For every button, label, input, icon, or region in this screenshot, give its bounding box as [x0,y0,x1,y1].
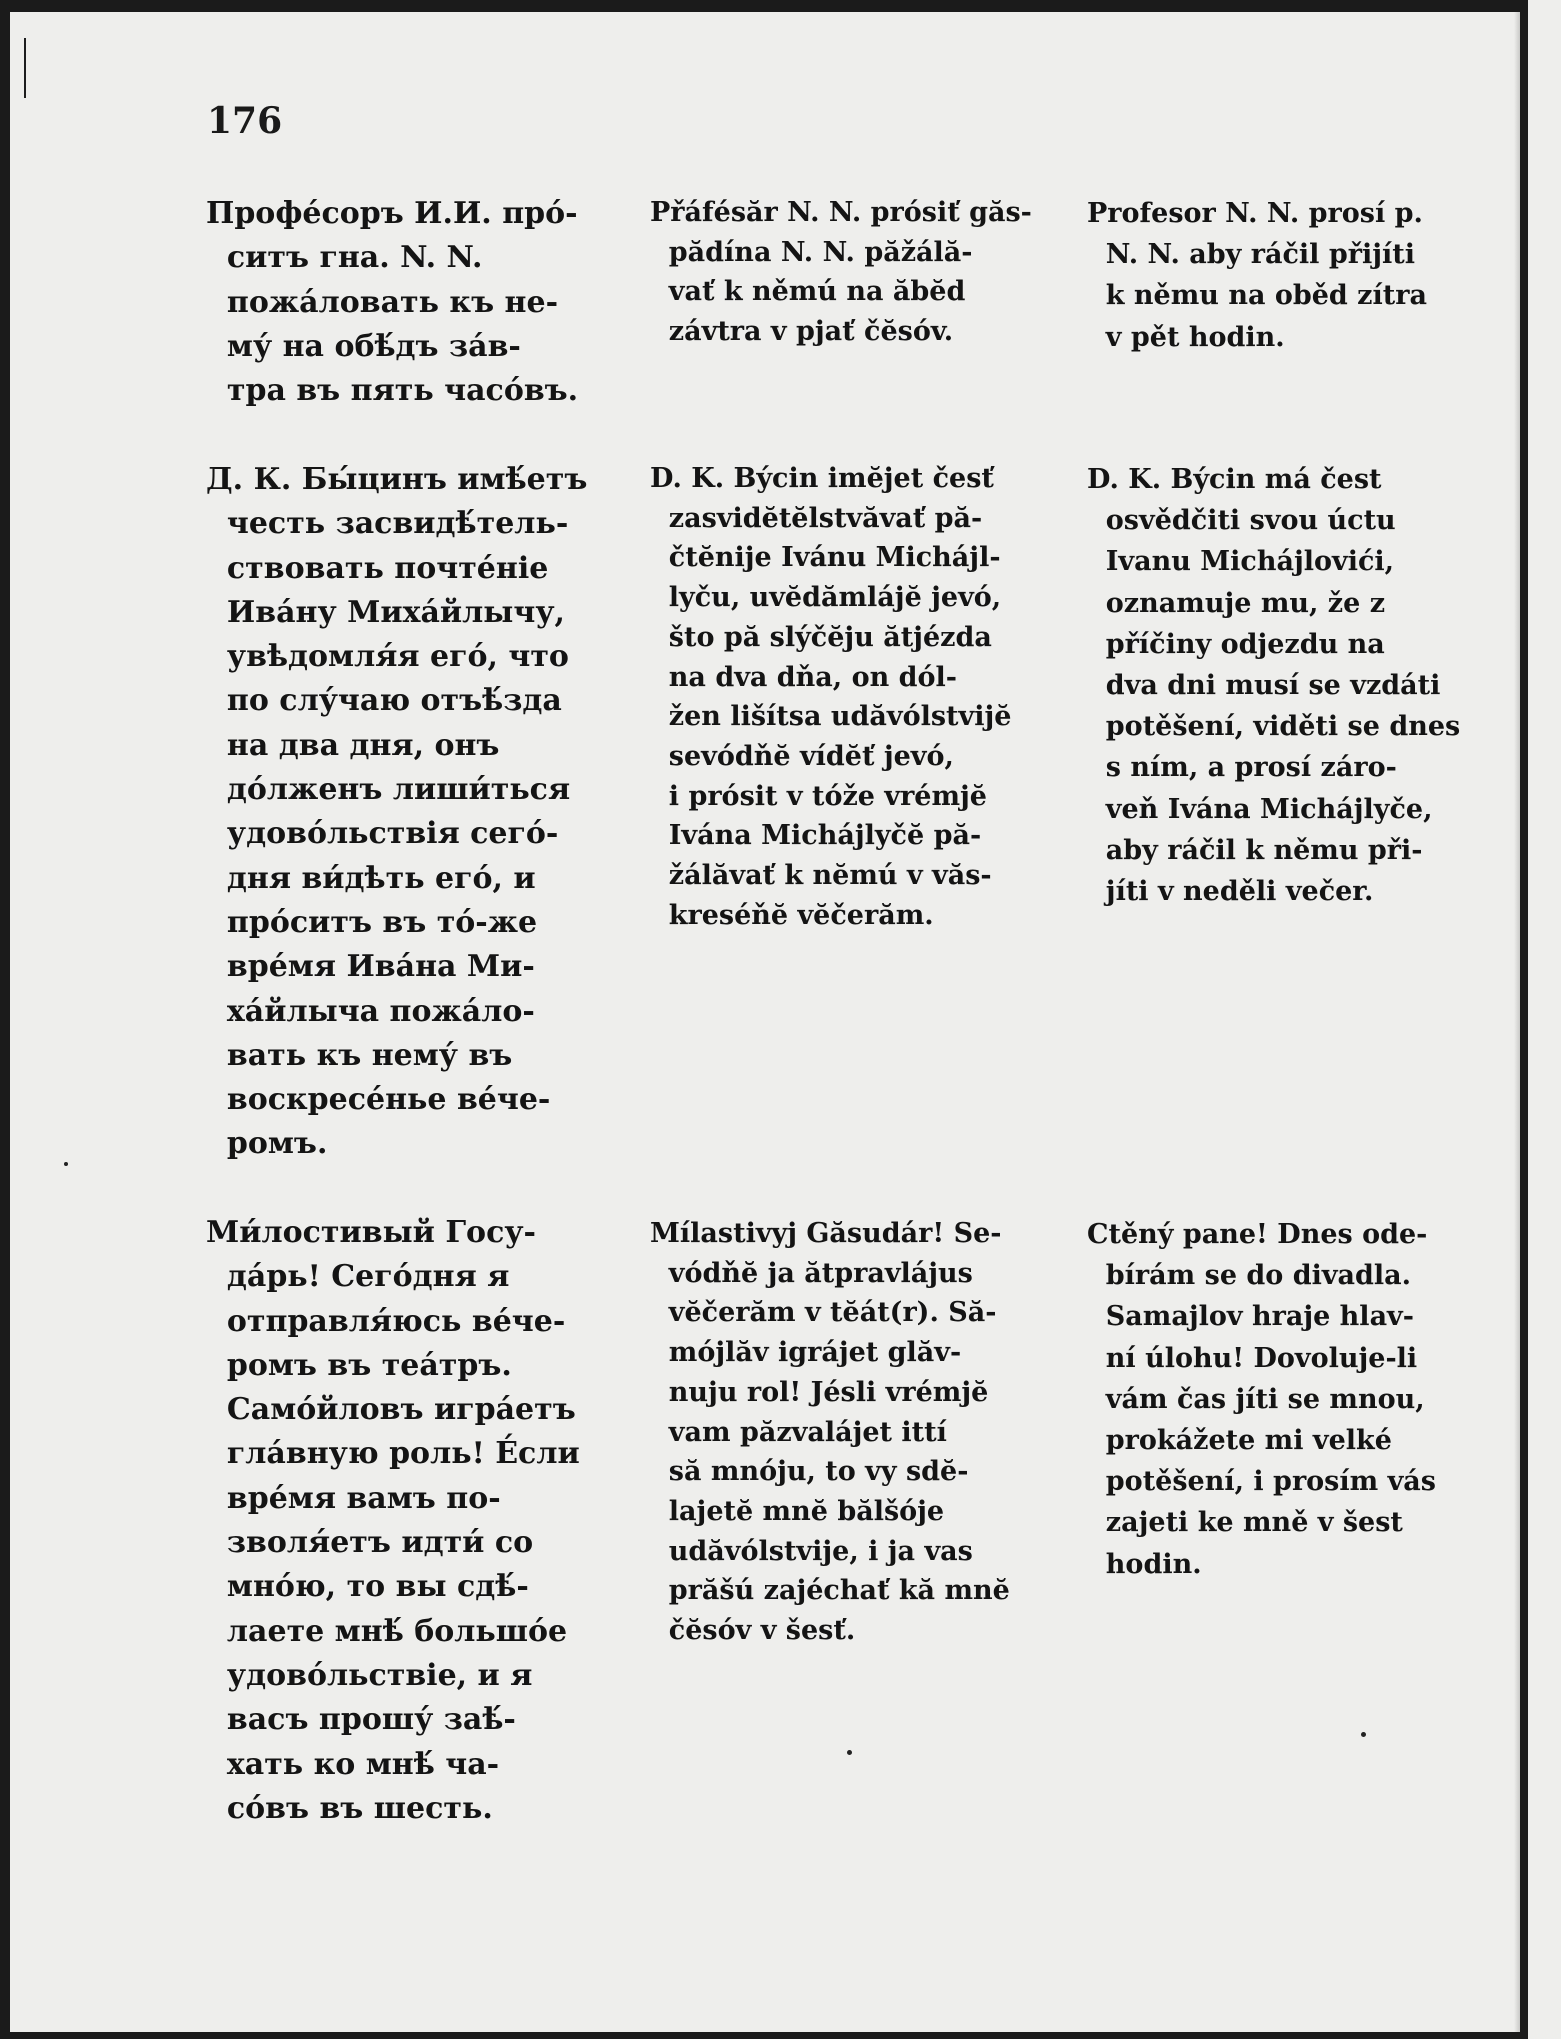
print-speck [64,1162,68,1166]
entry-2-transliteration: D. K. Býcin imĕjet česť zasvidĕtĕlstvăvať pă- čtĕnije Ivánu Michájl- lyču, uvĕdămlájĕ jevó, što pă slýčĕju ătjézda na dva dňa, on dól- žen lišítsa udăvólstvijĕ sevódňĕ vídĕť jevó, i prósit v tóže vrémjĕ Ivána Michájlyčĕ pă- žálăvať k nĕmú v văs- kreséňĕ vĕčerăm. [650,463,1012,931]
entry-3-transliteration: Mílastivyj Găsudár! Se- vódňĕ ja ătpravlájus vĕčerăm v tĕát(r). Să- mójlăv igrájet glăv- nuju rol! Jésli vrémjĕ vam păzvalájet ittí să mnóju, to vy sdĕ- lajetĕ mnĕ bălšóje udăvólstvije, i ja vas prăšú zajéchať kă mnĕ čĕsóv v šesť. [650,1218,1010,1647]
entry-1-russian: Профе́соръ И.И. про́- ситъ гна. N. N. пожа́ловать къ не- му́ на обѣ́дъ за́в- тра въ пять часо́въ. [206,196,579,409]
page-edge-shadow [1514,12,1520,2032]
print-speck [847,1750,852,1755]
entry-2-russian: Д. К. Бы́цинъ имѣ́етъ честь засвидѣ́тель- ствовать почте́ніе Ива́ну Миха́йлычу, увѣдомля́я его́, что по слу́чаю отъѣ́зда на два дня, онъ до́лженъ лиши́ться удово́льствія сего́- дня ви́дѣть его́, и про́ситъ въ то́-же вре́мя Ива́на Ми- ха́йлыча пожа́ло- вать къ нему́ въ воскресе́нье ве́че- ромъ. [206,462,588,1162]
entry-1-czech: Profesor N. N. prosí p. N. N. aby ráčil přijíti k němu na oběd zítra v pět hodin. [1087,198,1427,353]
page-number: 176 [207,100,283,142]
adjacent-page-edge [1528,0,1561,2039]
entry-1-transliteration: Přáfésăr N. N. prósiť găs- pădína N. N. păžálă- vať k němú na ăbĕd závtra v pjať čĕsóv. [650,197,1032,348]
gutter-line [24,38,26,98]
print-speck [1361,1732,1366,1737]
entry-3-russian: Ми́лостивый Госу- да́рь! Сего́дня я отправля́юсь ве́че- ромъ въ теа́тръ. Само́йловъ игра́етъ гла́вную роль! Е́сли вре́мя вамъ по- зволя́етъ идти́ со мно́ю, то вы сдѣ́- лаете мнѣ́ большо́е удово́льствіе, и я васъ прошу́ заѣ́- хать ко мнѣ́ ча- со́въ въ шесть. [206,1215,580,1826]
entry-2-czech: D. K. Býcin má čest osvědčiti svou úctu Ivanu Michájlovići, oznamuje mu, že z příčiny odjezdu na dva dni musí se vzdáti potěšení, viděti se dnes s ním, a prosí záro- veň Ivána Michájlyče, aby ráčil k němu při- jíti v neděli večer. [1087,464,1461,908]
book-page [10,12,1520,2032]
entry-3-czech: Ctěný pane! Dnes ode- bírám se do divadla. Samajlov hraje hlav- ní úlohu! Dovoluje-li vám čas jíti se mnou, prokážete mi velké potěšení, i prosím vás zajeti ke mně v šest hodin. [1087,1219,1436,1580]
